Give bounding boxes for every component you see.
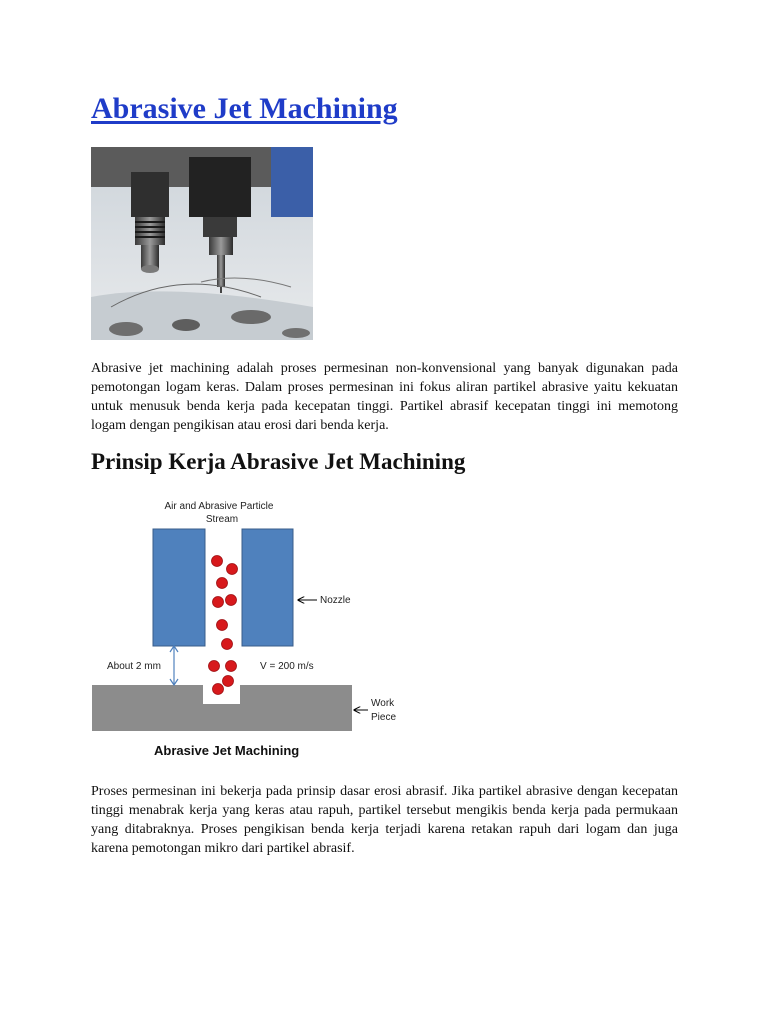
abrasive-jet-machine-photo <box>91 147 313 340</box>
diagram-caption: Abrasive Jet Machining <box>154 743 300 758</box>
stream-label-line1: Air and Abrasive Particle <box>164 501 274 512</box>
work-label-line1: Work <box>371 698 395 709</box>
particle <box>217 578 228 589</box>
work-label-line2: Piece <box>371 712 397 723</box>
principle-paragraph: Proses permesinan ini bekerja pada prinsip dasar erosi abrasif. Jika partikel abrasive dengan kecepatan tinggi menabrak kerja yang keras atau rapuh, partikel tersebut mengikis benda kerja pada permukaan yang ditabraknya. Proses pengikisan benda kerja terjadi karena retakan rapuh dari logam dan juga karena pemotongan mikro dari partikel abrasif. <box>91 784 678 856</box>
intro-paragraph: Abrasive jet machining adalah proses permesinan non-konvensional yang banyak digunakan pada pemotongan logam keras. Dalam proses permesinan ini fokus aliran partikel abrasive yaitu kekuatan untuk menusuk benda kerja pada kecepatan tinggi. Partikel abrasif kecepatan tinggi ini memotong logam dengan pengikisan atau erosi dari benda kerja. <box>91 361 678 433</box>
particle <box>222 639 233 650</box>
particle <box>217 620 228 631</box>
particle <box>213 597 224 608</box>
particle <box>223 676 234 687</box>
nozzle-label: Nozzle <box>320 595 351 606</box>
nozzle-left-wall <box>153 529 205 646</box>
section-heading: Prinsip Kerja Abrasive Jet Machining <box>91 449 466 474</box>
particle <box>212 556 223 567</box>
abrasive-particles <box>209 556 238 695</box>
abrasive-jet-diagram <box>90 494 410 764</box>
page-title[interactable]: Abrasive Jet Machining <box>91 92 398 125</box>
particle <box>209 661 220 672</box>
particle <box>226 595 237 606</box>
gap-label: About 2 mm <box>107 661 161 672</box>
particle <box>213 684 224 695</box>
particle <box>226 661 237 672</box>
velocity-label: V = 200 m/s <box>260 661 314 672</box>
stream-label-line2: Stream <box>205 514 239 525</box>
particle <box>227 564 238 575</box>
nozzle-right-wall <box>242 529 293 646</box>
